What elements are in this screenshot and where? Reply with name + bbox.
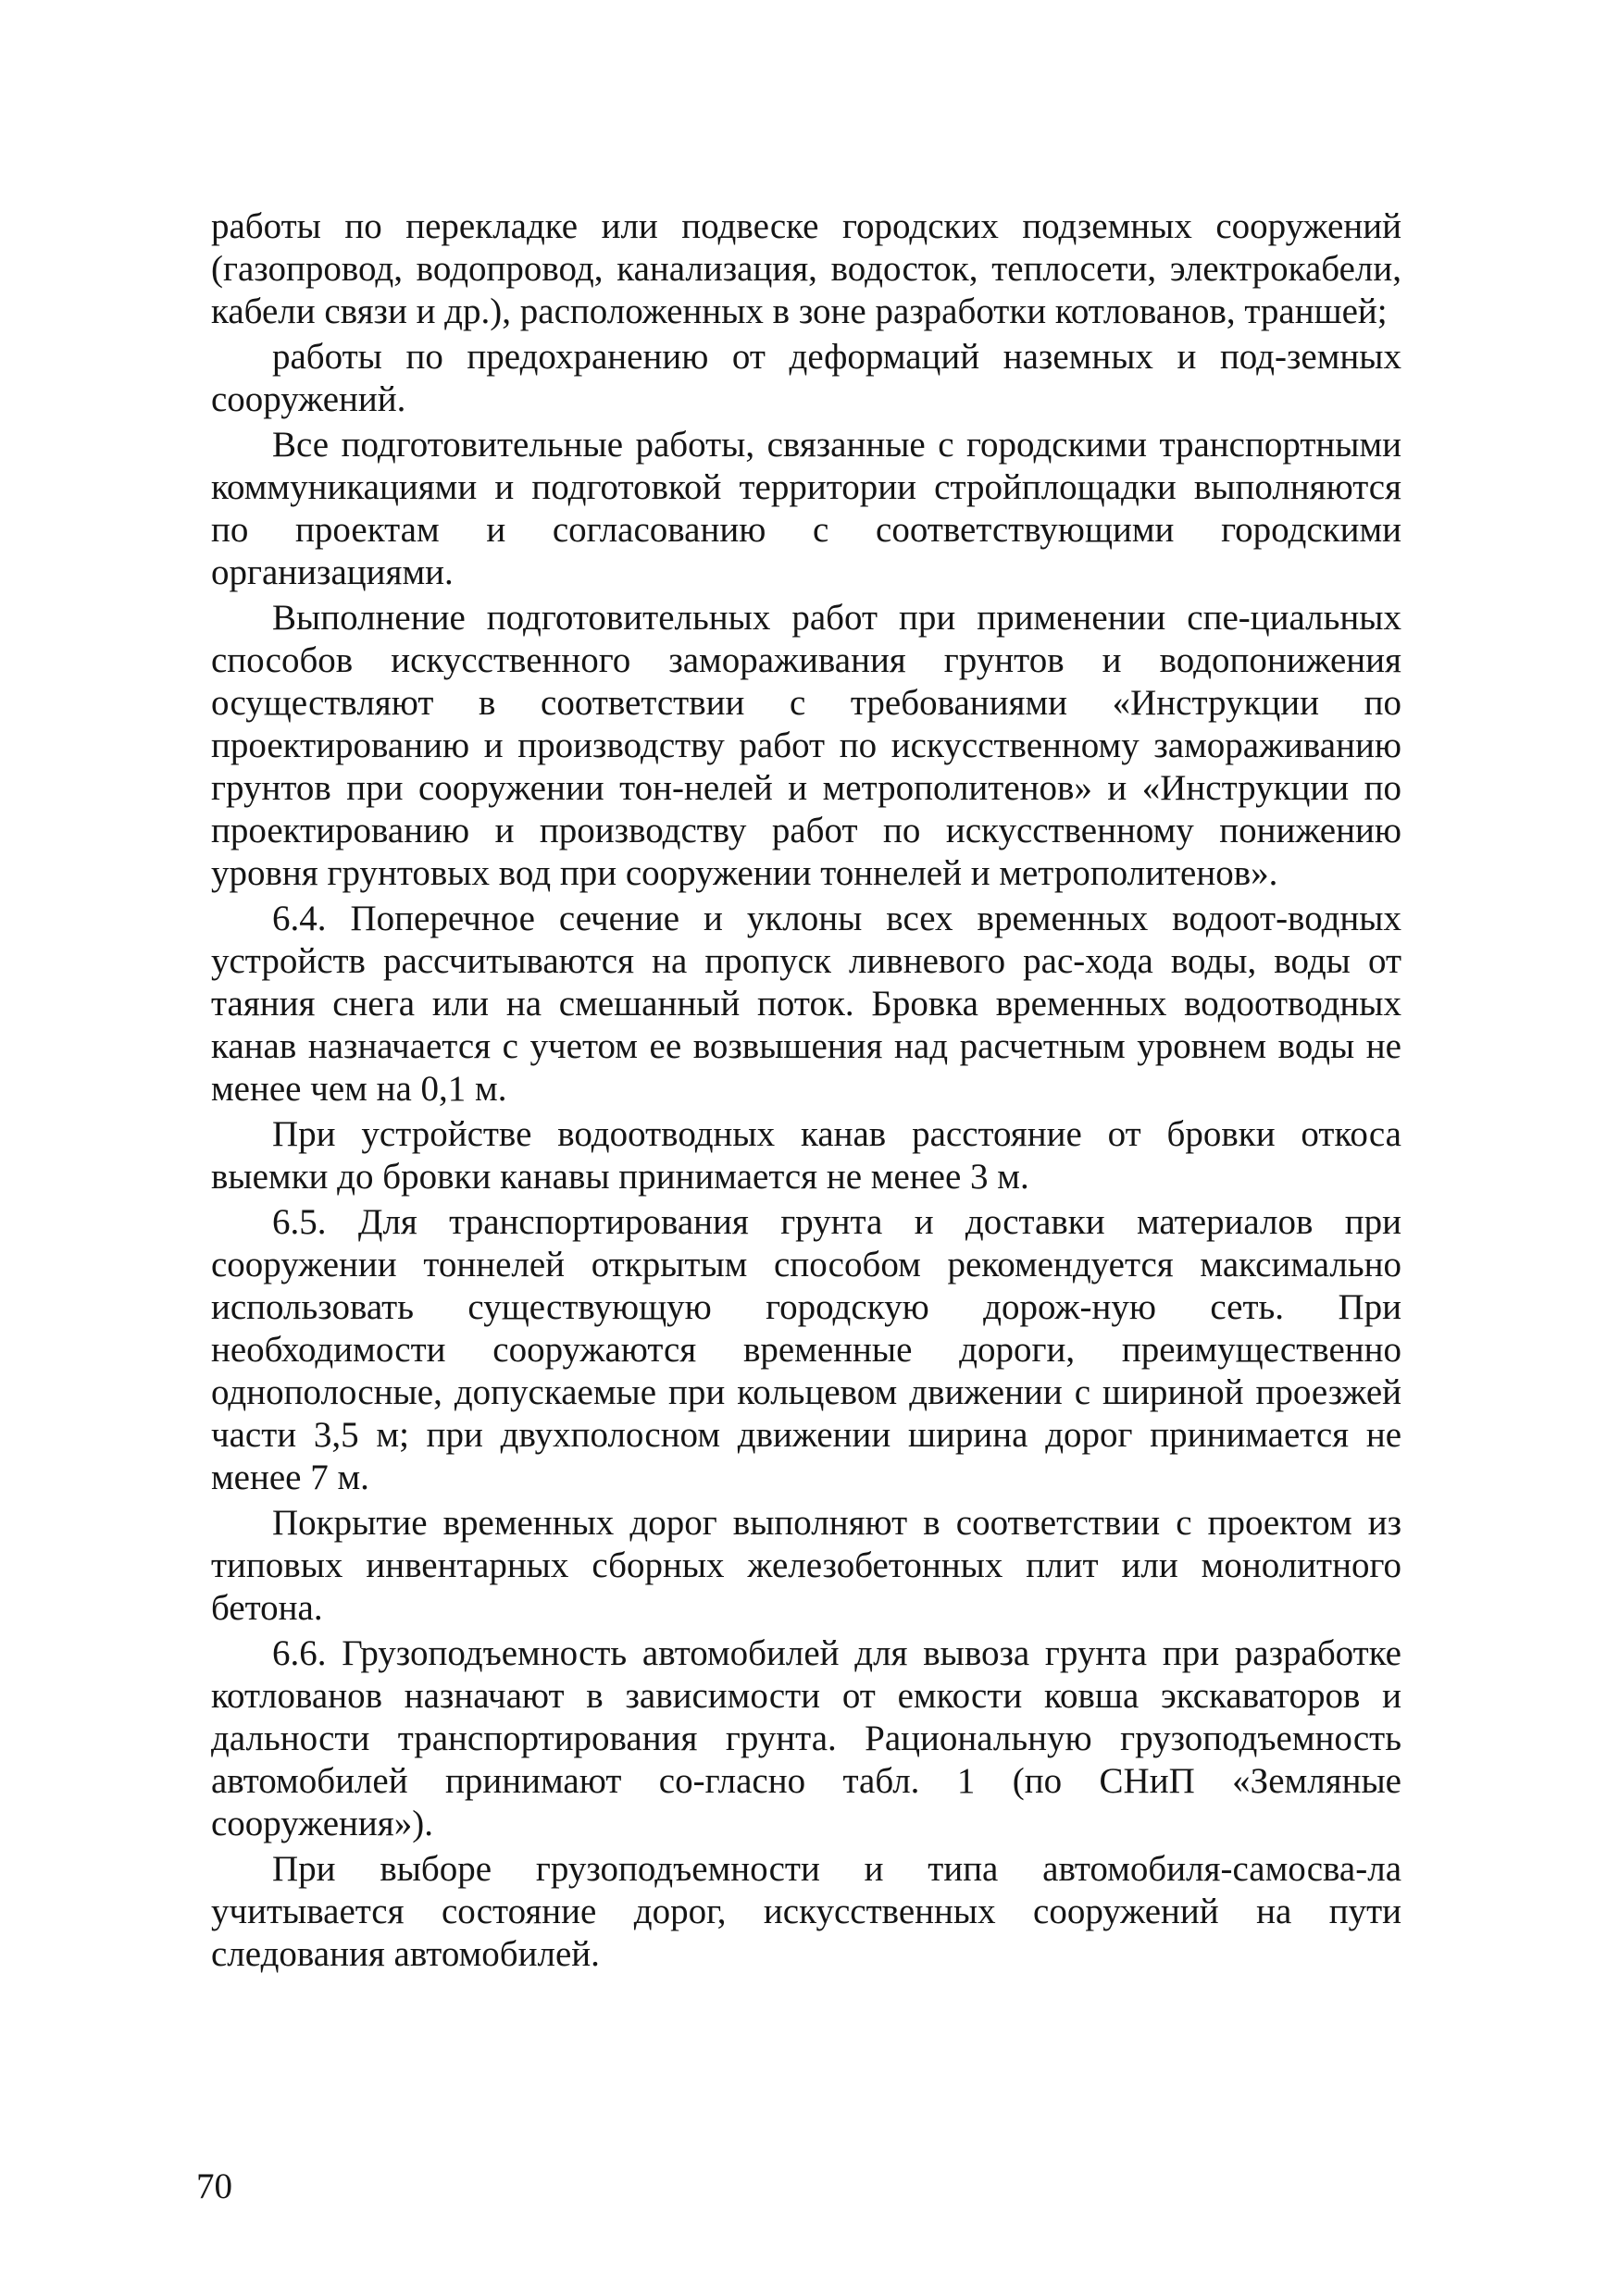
paragraph-4: Выполнение подготовительных работ при применении спе-циальных способов искусственного замораживания грунтов и водопонижения осуществляют в соответствии с требованиями «Инструкции по проектированию и производству работ по искусственному замораживанию грунтов при сооружении тон-нелей и метрополитенов» и «Инструкции по проектированию и производству работ по искусственному понижению уровня грунтовых вод при сооружении тоннелей и метрополитенов». [211, 598, 1401, 893]
paragraph-10: При выборе грузоподъемности и типа автомобиля-самосва-ла учитывается состояние дорог, искусственных сооружений на пути следования автомобилей. [211, 1849, 1401, 1974]
paragraph-6-6: 6.6. Грузоподъемность автомобилей для вывоза грунта при разработке котлованов назначают в зависимости от емкости ковша экскаваторов и дальности транспортирования грунта. Рациональную грузоподъемность автомобилей принимают со-гласно табл. 1 (по СНиП «Земляные сооружения»). [211, 1633, 1401, 1843]
paragraph-2: работы по предохранению от деформаций наземных и под-земных сооружений. [211, 337, 1401, 419]
page-body [211, 205, 1401, 1979]
paragraph-3: Все подготовительные работы, связанные с городскими транспортными коммуникациями и подготовкой территории стройплощадки выполняются по проектам и согласованию с соответствующими городскими организациями. [211, 425, 1401, 592]
paragraph-6-4: 6.4. Поперечное сечение и уклоны всех временных водоот-водных устройств рассчитываются на пропуск ливневого рас-хода воды, воды от таяния снега или на смешанный поток. Бровка временных водоотводных канав назначается с учетом ее возвышения над расчетным уровнем воды не менее чем на 0,1 м. [211, 899, 1401, 1109]
paragraph-6-5: 6.5. Для транспортирования грунта и доставки материалов при сооружении тоннелей открытым способом рекомендуется максимально использовать существующую городскую дорож-ную сеть. При необходимости сооружаются временные дороги, преимущественно однополосные, допускаемые при кольцевом движении с шириной проезжей части 3,5 м; при двухполосном движении ширина дорог принимается не менее 7 м. [211, 1202, 1401, 1497]
page-number: 70 [196, 2166, 232, 2206]
paragraph-8: Покрытие временных дорог выполняют в соответствии с проектом из типовых инвентарных сборных железобетонных плит или монолитного бетона. [211, 1503, 1401, 1628]
paragraph-1: работы по перекладке или подвеске городских подземных сооружений (газопровод, водопровод, канализация, водосток, теплосети, электрокабели, кабели связи и др.), расположенных в зоне разработки котлованов, траншей; [211, 206, 1401, 331]
paragraph-6: При устройстве водоотводных канав расстояние от бровки откоса выемки до бровки канавы принимается не менее 3 м. [211, 1114, 1401, 1197]
